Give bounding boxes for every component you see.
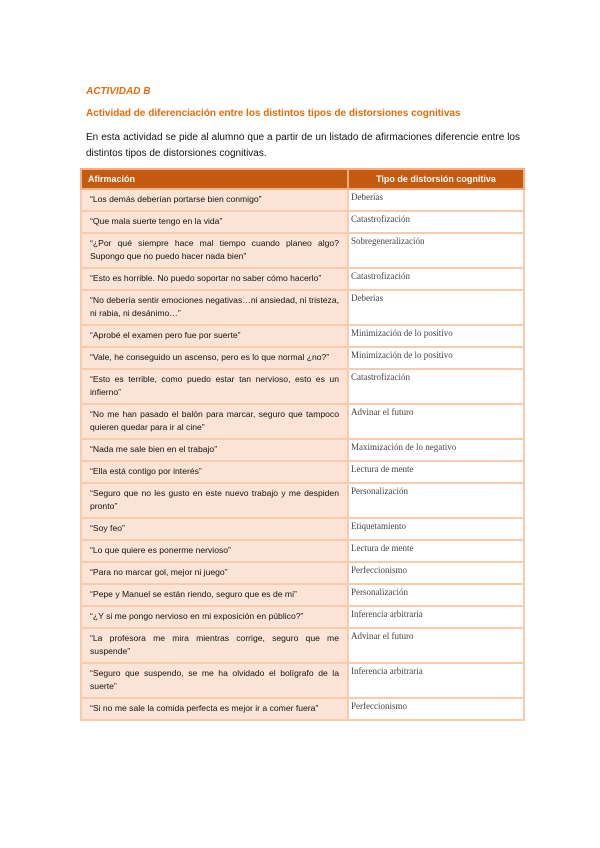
table-row (81, 233, 524, 268)
table-row (81, 606, 524, 628)
distortion-type-cell: Advinar el futuro (348, 404, 524, 439)
table-row (81, 404, 524, 439)
table-row (81, 325, 524, 347)
activity-subheading: Actividad de diferenciación entre los distintos tipos de distorsiones cognitivas (86, 108, 461, 119)
activity-heading: ACTIVIDAD B (86, 86, 151, 97)
affirmation-cell: “Aprobé el examen pero fue por suerte” (81, 325, 348, 347)
distortion-type-cell: Deberías (348, 189, 524, 211)
distortion-type-cell: Etiquetamiento (348, 518, 524, 540)
distortion-type-cell: Perfeccionismo (348, 562, 524, 584)
intro-paragraph: En esta actividad se pide al alumno que a partir de un listado de afirmaciones diferencie entre los distintos tipos de distorsiones cognitivas. (86, 132, 520, 159)
distortions-table (80, 168, 525, 721)
affirmation-cell: “Seguro que no les gusto en este nuevo trabajo y me despiden pronto” (81, 483, 348, 518)
table-row (81, 211, 524, 233)
affirmation-cell: “¿Y si me pongo nervioso en mi exposición en público?” (81, 606, 348, 628)
table-row (81, 268, 524, 290)
table-row (81, 518, 524, 540)
distortion-type-cell: Advinar el futuro (348, 628, 524, 663)
affirmation-cell: “Vale, he conseguido un ascenso, pero es lo que normal ¿no?” (81, 347, 348, 369)
affirmation-cell: “La profesora me mira mientras corrige, seguro que me suspende” (81, 628, 348, 663)
table-row (81, 540, 524, 562)
table-header-row (81, 169, 524, 189)
header-distortion-type: Tipo de distorsión cognitiva (348, 169, 524, 189)
table-row (81, 584, 524, 606)
affirmation-cell: “Soy feo” (81, 518, 348, 540)
table-row (81, 189, 524, 211)
distortion-type-cell: Personalización (348, 483, 524, 518)
affirmation-cell: “Para no marcar gol, mejor ni juego” (81, 562, 348, 584)
distortion-type-cell: Minimización de lo positivo (348, 325, 524, 347)
affirmation-cell: “No me han pasado el balón para marcar, seguro que tampoco quieren quedar para ir al cine” (81, 404, 348, 439)
table-row (81, 663, 524, 698)
affirmation-cell: “Los demás deberían portarse bien conmigo” (81, 189, 348, 211)
affirmation-cell: “Ella está contigo por interés” (81, 461, 348, 483)
table-row (81, 439, 524, 461)
distortion-type-cell: Inferencia arbitraria (348, 663, 524, 698)
distortion-type-cell: Perfeccionismo (348, 698, 524, 720)
table-row (81, 369, 524, 404)
affirmation-cell: “Esto es horrible. No puedo soportar no saber cómo hacerlo” (81, 268, 348, 290)
distortion-type-cell: Personalización (348, 584, 524, 606)
distortion-type-cell: Lectura de mente (348, 461, 524, 483)
distortion-type-cell: Catastrofización (348, 268, 524, 290)
affirmation-cell: “Nada me sale bien en el trabajo” (81, 439, 348, 461)
table-row (81, 483, 524, 518)
distortion-type-cell: Maximización de lo negativo (348, 439, 524, 461)
affirmation-cell: “¿Por qué siempre hace mal tiempo cuando planeo algo? Supongo que no puedo hacer nada bien” (81, 233, 348, 268)
affirmation-cell: “No debería sentir emociones negativas…ni ansiedad, ni tristeza, ni rabia, ni desánimo…” (81, 290, 348, 325)
distortion-type-cell: Catastrofización (348, 369, 524, 404)
affirmation-cell: “Lo que quiere es ponerme nervioso” (81, 540, 348, 562)
table-row (81, 347, 524, 369)
distortion-type-cell: Catastrofización (348, 211, 524, 233)
table-row (81, 698, 524, 720)
affirmation-cell: “Que mala suerte tengo en la vida” (81, 211, 348, 233)
distortion-type-cell: Inferencia arbitraria (348, 606, 524, 628)
header-affirmation: Afirmación (81, 169, 348, 189)
distortion-type-cell: Minimización de lo positivo (348, 347, 524, 369)
table-row (81, 562, 524, 584)
affirmation-cell: “Esto es terrible, como puedo estar tan nervioso, esto es un infierno” (81, 369, 348, 404)
table-row (81, 461, 524, 483)
distortion-type-cell: Lectura de mente (348, 540, 524, 562)
affirmation-cell: “Si no me sale la comida perfecta es mejor ir a comer fuera” (81, 698, 348, 720)
affirmation-cell: “Pepe y Manuel se están riendo, seguro que es de mi” (81, 584, 348, 606)
affirmation-cell: “Seguro que suspendo, se me ha olvidado el bolígrafo de la suerte” (81, 663, 348, 698)
distortion-type-cell: Deberías (348, 290, 524, 325)
distortion-type-cell: Sobregeneralización (348, 233, 524, 268)
table-row (81, 290, 524, 325)
table-row (81, 628, 524, 663)
